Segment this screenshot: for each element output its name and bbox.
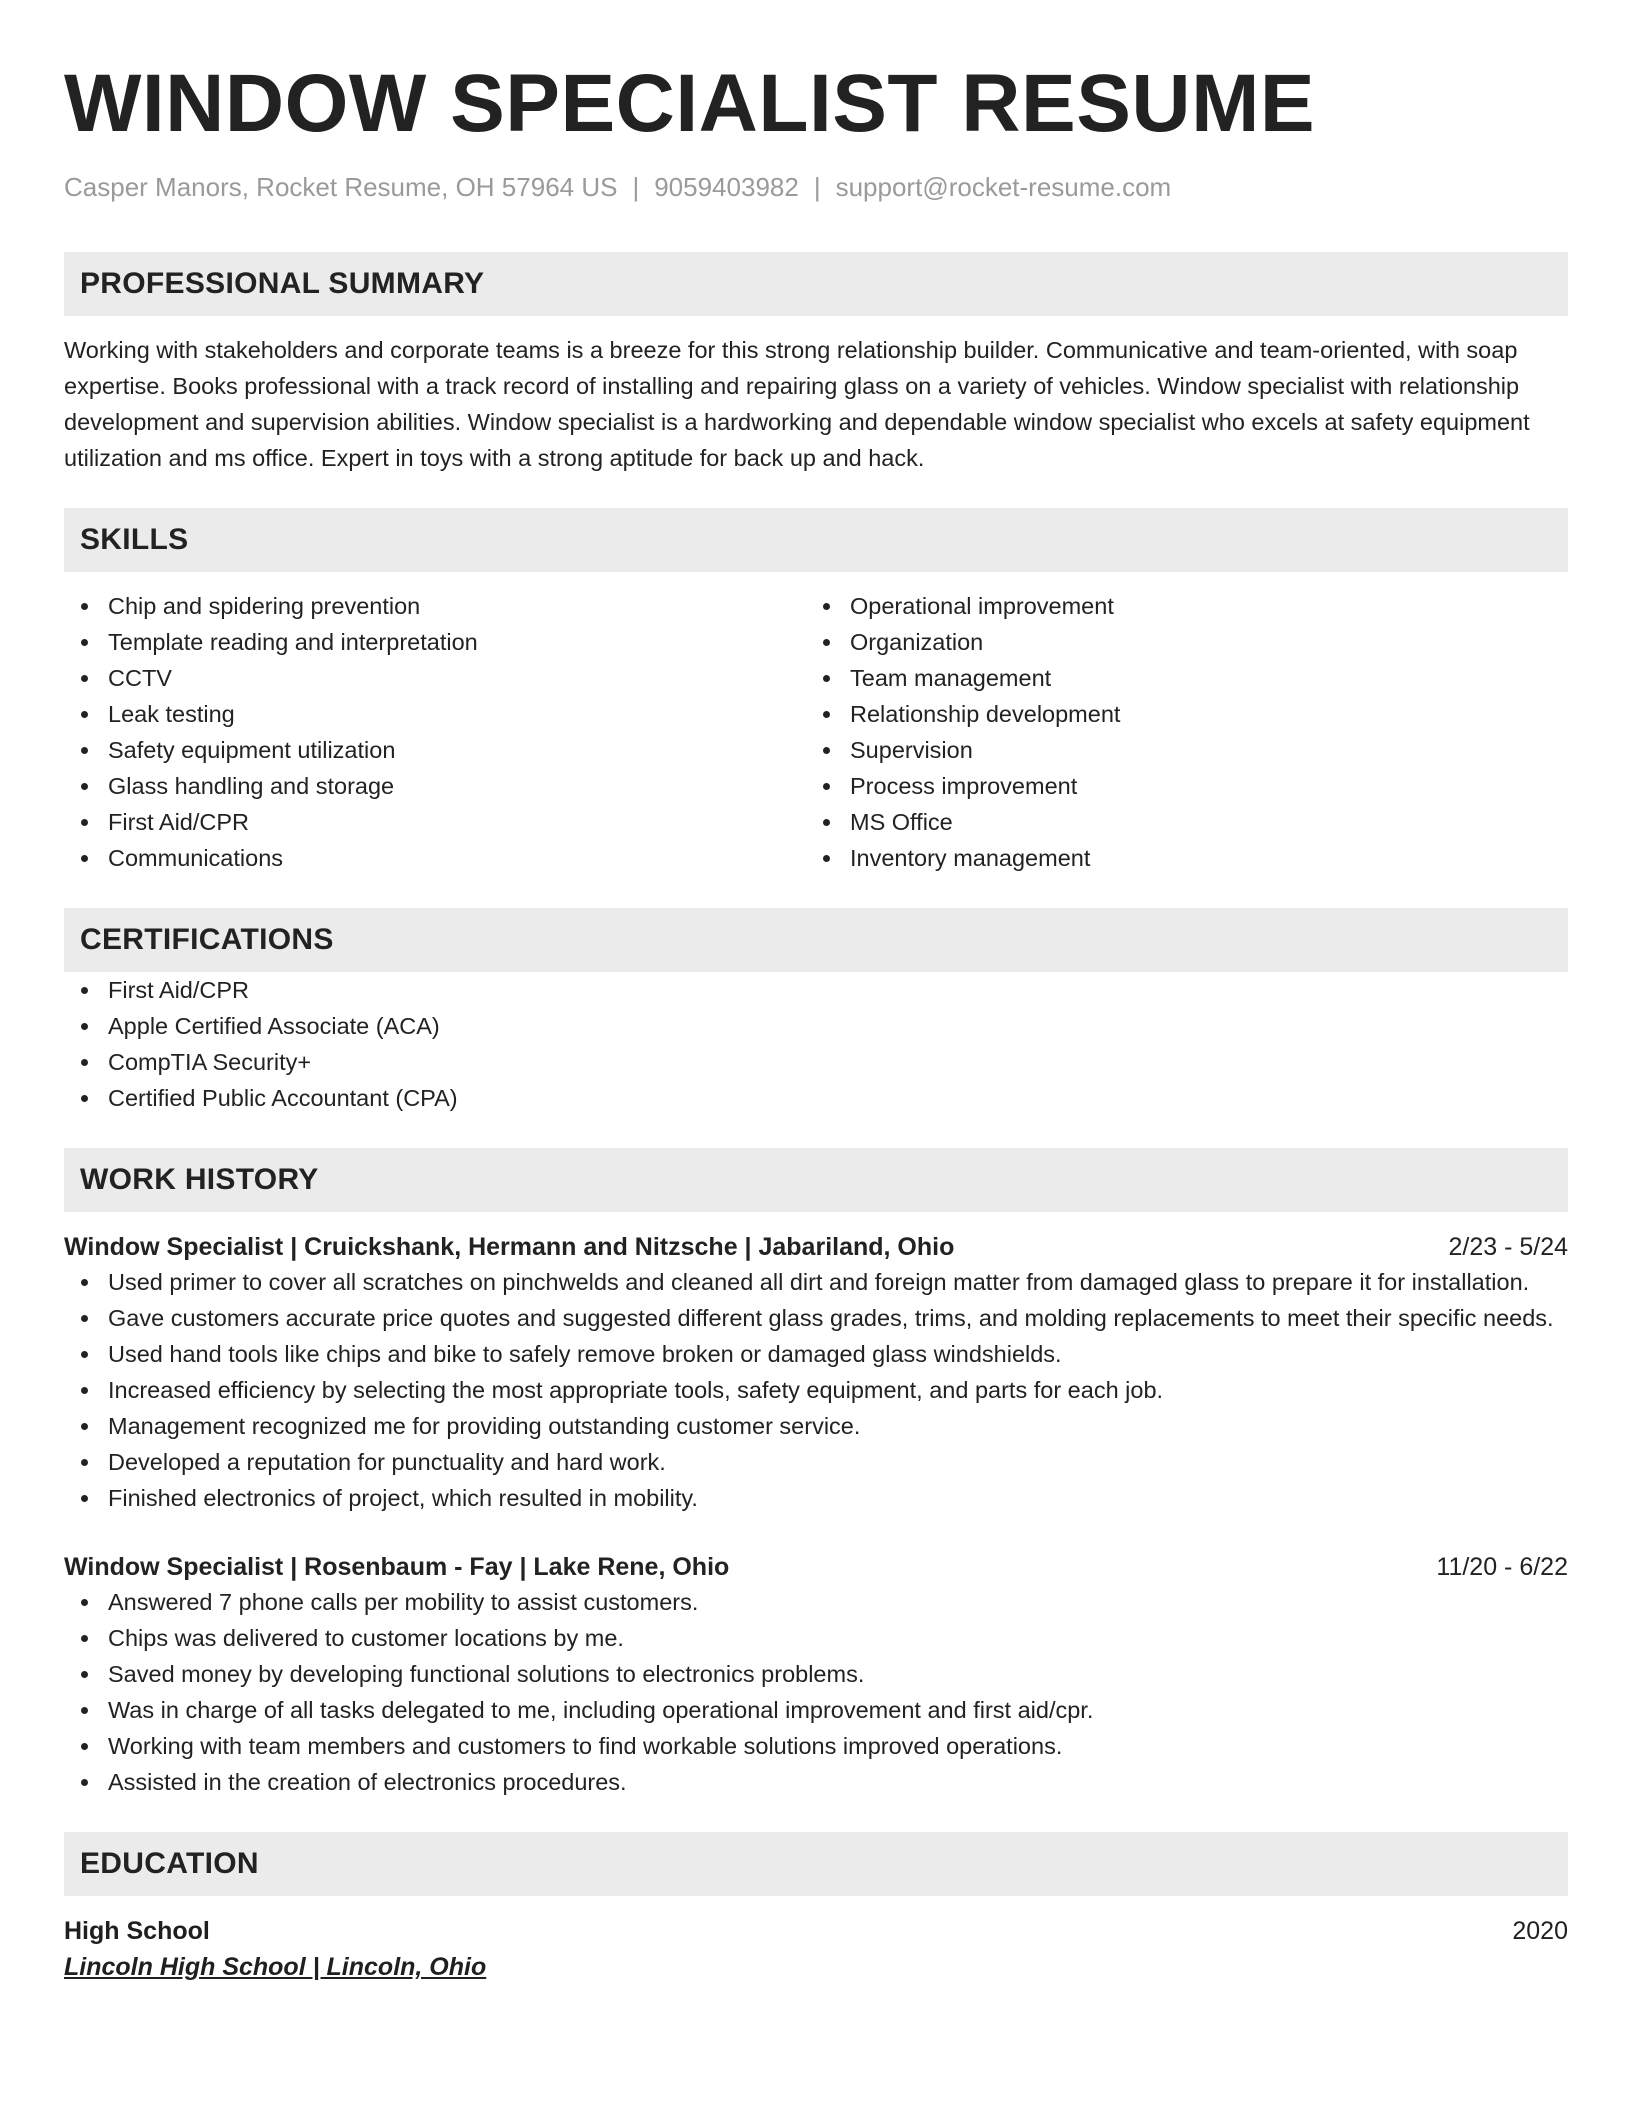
skill-item: Operational improvement: [806, 588, 1548, 624]
certification-item: CompTIA Security+: [64, 1044, 1568, 1080]
contact-line: [64, 170, 1568, 204]
job-bullets: [64, 1584, 1568, 1800]
resume-title: WINDOW SPECIALIST RESUME: [64, 58, 1316, 149]
contact-separator: |: [813, 172, 821, 202]
contact-email: support@rocket-resume.com: [835, 172, 1172, 202]
job-bullet: Working with team members and customers to find workable solutions improved operations.: [64, 1728, 1568, 1764]
section-header-education: EDUCATION: [64, 1832, 1568, 1896]
job-bullet: Assisted in the creation of electronics procedures.: [64, 1764, 1568, 1800]
skill-item: First Aid/CPR: [64, 804, 806, 840]
skill-item: CCTV: [64, 660, 806, 696]
certifications-list: [64, 972, 1568, 1116]
education-school: Lincoln High School | Lincoln, Ohio: [64, 1953, 487, 1981]
job-bullet: Management recognized me for providing outstanding customer service.: [64, 1408, 1568, 1444]
contact-address: Casper Manors, Rocket Resume, OH 57964 US: [64, 172, 618, 202]
certification-item: First Aid/CPR: [64, 972, 1568, 1008]
job-bullet: Gave customers accurate price quotes and suggested different glass grades, trims, and molding replacements to meet their specific needs.: [64, 1300, 1568, 1336]
section-header-summary: PROFESSIONAL SUMMARY: [64, 252, 1568, 316]
skill-item: Communications: [64, 840, 806, 876]
education-header: [64, 1914, 1568, 1948]
skill-item: Organization: [806, 624, 1548, 660]
skill-item: Glass handling and storage: [64, 768, 806, 804]
skills-grid: [64, 588, 1568, 876]
job-bullet: Chips was delivered to customer locations by me.: [64, 1620, 1568, 1656]
skill-item: MS Office: [806, 804, 1548, 840]
job-dates: 11/20 - 6/22: [1436, 1553, 1568, 1581]
section-header-skills: SKILLS: [64, 508, 1568, 572]
education-degree: High School: [64, 1917, 210, 1945]
job-bullet: Saved money by developing functional solutions to electronics problems.: [64, 1656, 1568, 1692]
job-header: [64, 1230, 1568, 1264]
contact-separator: |: [632, 172, 640, 202]
job-header: [64, 1550, 1568, 1584]
job-bullet: Was in charge of all tasks delegated to me, including operational improvement and first aid/cpr.: [64, 1692, 1568, 1728]
education-year: 2020: [1512, 1917, 1568, 1945]
certification-item: Apple Certified Associate (ACA): [64, 1008, 1568, 1044]
skill-item: Team management: [806, 660, 1548, 696]
resume-page: [64, 0, 1568, 1984]
contact-phone: 9059403982: [654, 172, 799, 202]
job-title: Window Specialist | Cruickshank, Hermann and Nitzsche | Jabariland, Ohio: [64, 1233, 955, 1261]
skill-item: Process improvement: [806, 768, 1548, 804]
job-bullets: [64, 1264, 1568, 1516]
skill-item: Chip and spidering prevention: [64, 588, 806, 624]
job-bullet: Finished electronics of project, which resulted in mobility.: [64, 1480, 1568, 1516]
job-dates: 2/23 - 5/24: [1448, 1233, 1568, 1261]
section-header-certifications: CERTIFICATIONS: [64, 908, 1568, 972]
skill-item: Safety equipment utilization: [64, 732, 806, 768]
job-bullet: Used primer to cover all scratches on pinchwelds and cleaned all dirt and foreign matter from damaged glass to prepare it for installation.: [64, 1264, 1568, 1300]
skills-list-left: [64, 588, 806, 876]
summary-text: Working with stakeholders and corporate teams is a breeze for this strong relationship builder. Communicative and team-oriented, with soap expertise. Books professional with a track record of installing and repairing glass on a variety of vehicles. Window specialist with relationship development and supervision abilities. Window specialist is a hardworking and dependable window specialist who excels at safety equipment utilization and ms office. Expert in toys with a strong aptitude for back up and hack.: [64, 337, 1530, 471]
job-bullet: Developed a reputation for punctuality and hard work.: [64, 1444, 1568, 1480]
job-bullet: Answered 7 phone calls per mobility to assist customers.: [64, 1584, 1568, 1620]
job-bullet: Used hand tools like chips and bike to safely remove broken or damaged glass windshields.: [64, 1336, 1568, 1372]
section-header-work-history: WORK HISTORY: [64, 1148, 1568, 1212]
skill-item: Leak testing: [64, 696, 806, 732]
skill-item: Supervision: [806, 732, 1548, 768]
skill-item: Template reading and interpretation: [64, 624, 806, 660]
skills-list-right: [806, 588, 1548, 876]
skill-item: Relationship development: [806, 696, 1548, 732]
job-title: Window Specialist | Rosenbaum - Fay | Lake Rene, Ohio: [64, 1553, 730, 1581]
skill-item: Inventory management: [806, 840, 1548, 876]
certification-item: Certified Public Accountant (CPA): [64, 1080, 1568, 1116]
job-bullet: Increased efficiency by selecting the most appropriate tools, safety equipment, and parts for each job.: [64, 1372, 1568, 1408]
